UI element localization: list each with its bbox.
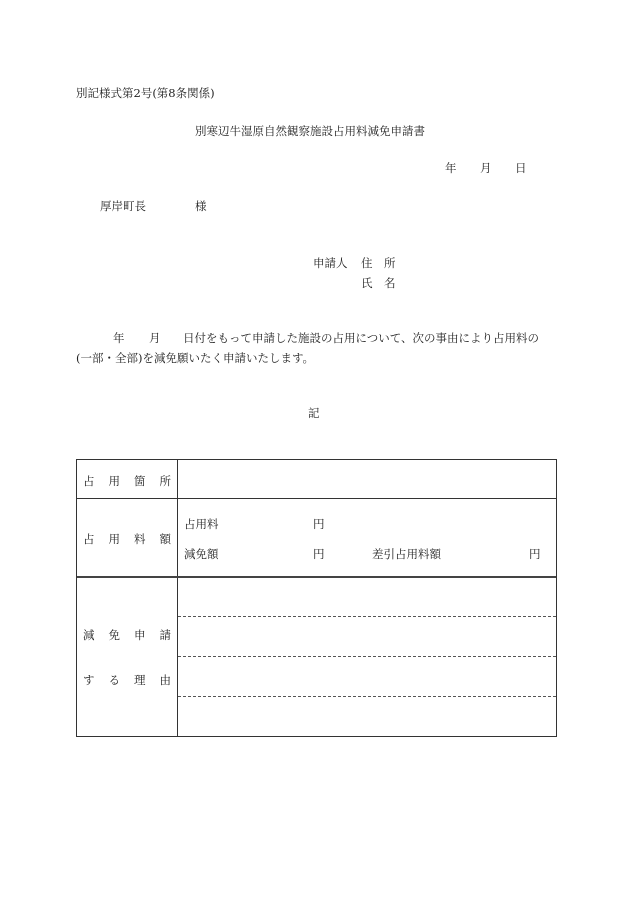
addressee-honorific: 様 bbox=[195, 199, 207, 213]
difference-yen: 円 bbox=[529, 547, 541, 561]
row-occupancy-location-label: 占 用 箇 所 bbox=[83, 474, 171, 488]
body-line2-text: (一部・全部)を減免願いたく申請いたします。 bbox=[76, 351, 315, 365]
date-year-label: 年 bbox=[445, 161, 457, 175]
addressee-name: 厚岸町長 bbox=[100, 199, 146, 213]
difference-label: 差引占用料額 bbox=[372, 547, 441, 561]
date-month-label: 月 bbox=[480, 161, 492, 175]
ki-marker: 記 bbox=[308, 406, 320, 420]
row-reason-label-line1: 減 免 申 請 bbox=[83, 628, 171, 642]
occupancy-location-field[interactable] bbox=[179, 462, 555, 496]
table-column-divider bbox=[177, 460, 178, 736]
body-year-label: 年 bbox=[113, 331, 125, 345]
row-occupancy-fee-label: 占 用 料 額 bbox=[83, 532, 171, 546]
application-form-table bbox=[76, 459, 557, 737]
fee-label: 占用料 bbox=[184, 517, 219, 531]
reason-field[interactable] bbox=[179, 580, 555, 734]
applicant-address-label: 住 所 bbox=[361, 256, 396, 270]
row-divider-1 bbox=[77, 498, 556, 499]
document-title: 別寒辺牛湿原自然観察施設占用料減免申請書 bbox=[195, 124, 425, 138]
form-number: 別記様式第2号(第8条関係) bbox=[76, 86, 215, 100]
row-reason-label-line2: す る 理 由 bbox=[83, 673, 171, 687]
reduction-yen: 円 bbox=[313, 547, 325, 561]
applicant-name-label: 氏 名 bbox=[361, 276, 396, 290]
body-line1-text: 日付をもって申請した施設の占用について、次の事由により占用料の bbox=[183, 331, 540, 345]
body-month-label: 月 bbox=[149, 331, 161, 345]
reduction-label: 減免額 bbox=[184, 547, 219, 561]
row-divider-2 bbox=[77, 576, 556, 578]
date-day-label: 日 bbox=[515, 161, 527, 175]
applicant-label: 申請人 bbox=[313, 256, 348, 270]
fee-yen: 円 bbox=[313, 517, 325, 531]
